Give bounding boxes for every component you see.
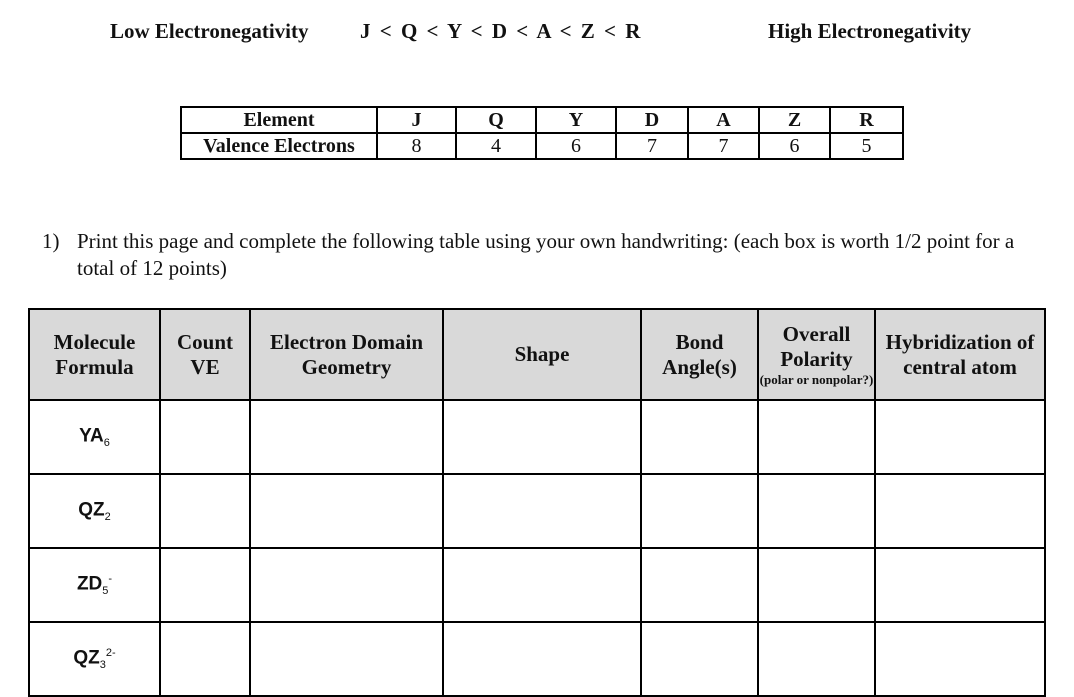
table-row	[29, 474, 1045, 548]
hybridization-answer-cell[interactable]	[875, 400, 1045, 474]
element-cell: Y	[536, 107, 616, 133]
table-row	[29, 548, 1045, 622]
electronegativity-sequence: J < Q < Y < D < A < Z < R	[360, 19, 641, 43]
worksheet-header-row	[29, 309, 1045, 400]
polarity-answer-cell[interactable]	[758, 474, 875, 548]
polarity-answer-cell[interactable]	[758, 622, 875, 696]
formula-base: QZ	[78, 499, 105, 521]
formula-subscript: 6	[103, 437, 110, 450]
hybridization-answer-cell[interactable]	[875, 474, 1045, 548]
element-cell: R	[830, 107, 903, 133]
formula-subscript: 2	[104, 511, 111, 524]
molecule-formula-cell	[29, 622, 160, 696]
hybridization-answer-cell[interactable]	[875, 548, 1045, 622]
valence-value-cell: 8	[377, 133, 456, 159]
header-shape: Shape	[443, 309, 641, 400]
bond-angle-answer-cell[interactable]	[641, 622, 758, 696]
element-cell: A	[688, 107, 759, 133]
element-cell: Q	[456, 107, 536, 133]
question-text: Print this page and complete the following table using your own handwriting: (each box is worth 1/2 point for a total of 12 points)	[77, 229, 1015, 280]
hybridization-answer-cell[interactable]	[875, 622, 1045, 696]
element-cell: Z	[759, 107, 830, 133]
formula-subscript: 5	[102, 585, 109, 598]
header-electron-domain-geometry: Electron Domain Geometry	[250, 309, 443, 400]
header-molecule-formula: Molecule Formula	[29, 309, 160, 400]
shape-answer-cell[interactable]	[443, 474, 641, 548]
valence-value-cell: 7	[688, 133, 759, 159]
header-overall-polarity	[758, 309, 875, 400]
molecule-formula-cell	[29, 548, 160, 622]
valence-value-cell: 5	[830, 133, 903, 159]
vsepr-worksheet-table	[28, 308, 1046, 697]
question-1	[42, 228, 1052, 282]
bond-angle-answer-cell[interactable]	[641, 400, 758, 474]
table-row	[29, 622, 1045, 696]
polarity-answer-cell[interactable]	[758, 548, 875, 622]
count-ve-answer-cell[interactable]	[160, 400, 250, 474]
formula-charge: 2-	[105, 646, 116, 659]
formula-base: QZ	[73, 647, 100, 669]
low-electronegativity-label: Low Electronegativity	[110, 19, 309, 43]
shape-answer-cell[interactable]	[443, 400, 641, 474]
valence-value-cell: 6	[759, 133, 830, 159]
element-header-label: Element	[181, 107, 377, 133]
edg-answer-cell[interactable]	[250, 622, 443, 696]
polarity-title: Overall Polarity	[780, 322, 853, 371]
element-header-row	[181, 107, 903, 133]
formula-charge: -	[108, 572, 113, 585]
molecule-formula-cell	[29, 400, 160, 474]
question-number: 1)	[42, 229, 60, 253]
bond-angle-answer-cell[interactable]	[641, 548, 758, 622]
edg-answer-cell[interactable]	[250, 548, 443, 622]
valence-value-cell: 6	[536, 133, 616, 159]
count-ve-answer-cell[interactable]	[160, 474, 250, 548]
high-electronegativity-label: High Electronegativity	[768, 19, 972, 43]
header-bond-angles: Bond Angle(s)	[641, 309, 758, 400]
valence-value-cell: 7	[616, 133, 688, 159]
bond-angle-answer-cell[interactable]	[641, 474, 758, 548]
count-ve-answer-cell[interactable]	[160, 548, 250, 622]
header-count-ve: Count VE	[160, 309, 250, 400]
shape-answer-cell[interactable]	[443, 548, 641, 622]
polarity-note: (polar or nonpolar?)	[759, 372, 874, 387]
valence-value-cell: 4	[456, 133, 536, 159]
formula-subscript: 3	[99, 659, 106, 672]
element-cell: J	[377, 107, 456, 133]
valence-electrons-label: Valence Electrons	[181, 133, 377, 159]
edg-answer-cell[interactable]	[250, 400, 443, 474]
formula-base: YA	[79, 425, 104, 447]
table-row	[29, 400, 1045, 474]
header-hybridization: Hybridization of central atom	[875, 309, 1045, 400]
element-cell: D	[616, 107, 688, 133]
valence-electrons-row	[181, 133, 903, 159]
valence-electron-table	[180, 106, 904, 160]
shape-answer-cell[interactable]	[443, 622, 641, 696]
edg-answer-cell[interactable]	[250, 474, 443, 548]
count-ve-answer-cell[interactable]	[160, 622, 250, 696]
polarity-answer-cell[interactable]	[758, 400, 875, 474]
molecule-formula-cell	[29, 474, 160, 548]
formula-base: ZD	[76, 573, 103, 595]
